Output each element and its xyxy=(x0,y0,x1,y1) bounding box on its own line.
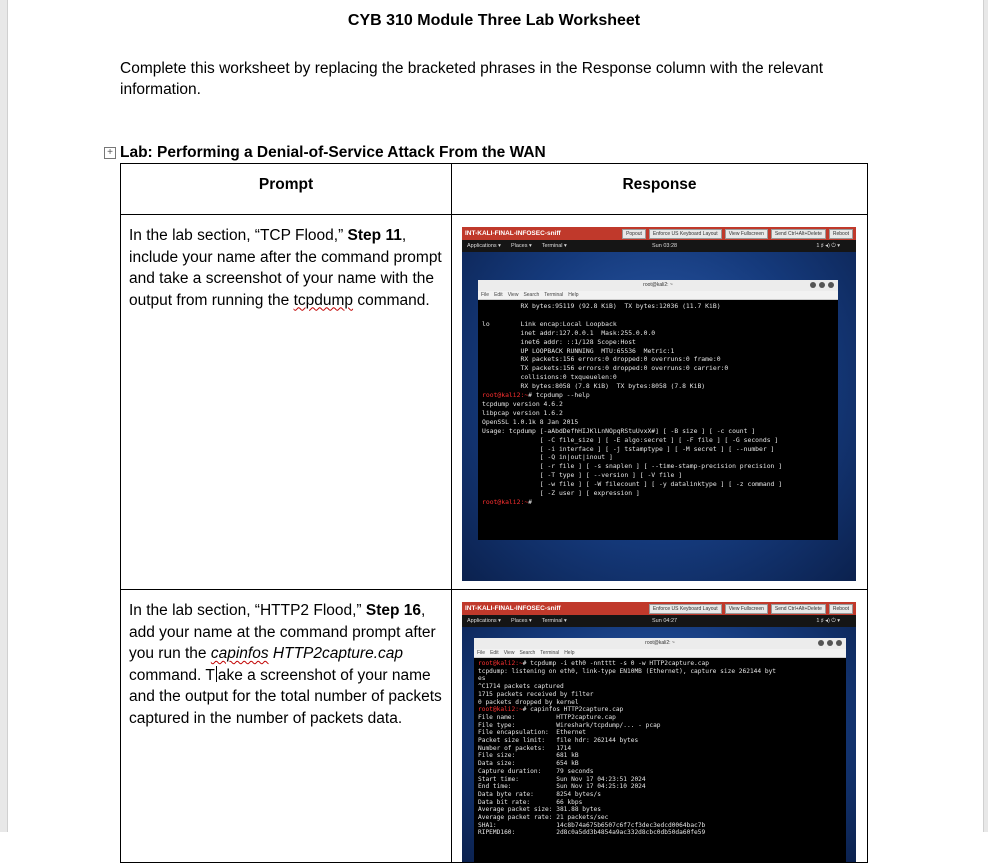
gnome-top-bar xyxy=(462,615,856,627)
shell-command: # tcpdump -i eth0 -nntttt -s 0 -w HTTP2capture.cap xyxy=(522,660,709,667)
close-icon xyxy=(828,282,834,288)
step-number: Step 16 xyxy=(365,602,422,619)
vm-buttons xyxy=(622,229,853,239)
command-name: capinfos xyxy=(210,645,269,662)
reboot-button: Reboot xyxy=(829,229,853,239)
menu-edit: Edit xyxy=(490,650,499,656)
terminal-title-bar xyxy=(474,638,846,649)
table-row xyxy=(121,215,868,590)
lab-heading: Lab: Performing a Denial-of-Service Attack From the WAN xyxy=(120,144,546,161)
prompt-text-part: , include your name after the command prompt and take a screenshot of your name with the output from running the xyxy=(129,227,442,309)
fullscreen-button: View Fullscreen xyxy=(725,229,768,239)
command-name: tcpdump xyxy=(293,291,354,309)
shell-command: # xyxy=(528,497,533,506)
header-prompt-cell[interactable] xyxy=(121,164,452,215)
shell-prompt: root@kali2:~ xyxy=(482,497,529,506)
shell-command: # tcpdump --help xyxy=(528,391,590,400)
menu-search: Search xyxy=(519,650,536,656)
page-right-edge xyxy=(983,0,988,832)
page-left-edge xyxy=(0,0,8,832)
lab-table xyxy=(120,163,868,863)
table-row xyxy=(121,590,868,863)
prompt-text-part: In the lab section, “TCP Flood,” xyxy=(129,227,348,244)
shell-prompt: root@kali2:~ xyxy=(478,706,523,714)
maximize-icon xyxy=(827,640,833,646)
close-icon xyxy=(836,640,842,646)
system-tray: 1 ♯ ◂) ⏻ ▾ xyxy=(816,618,840,624)
header-prompt: Prompt xyxy=(258,176,314,193)
intro-paragraph: Complete this worksheet by replacing the bracketed phrases in the Response column with the relevant information. xyxy=(120,60,824,98)
vm-title-bar xyxy=(462,602,856,615)
window-controls xyxy=(810,282,834,288)
popout-button: Popout xyxy=(622,229,646,239)
vm-title-bar xyxy=(462,227,856,240)
prompt-text-part: In the lab section, “HTTP2 Flood,” xyxy=(129,602,366,619)
menu-help: Help xyxy=(564,650,575,656)
header-response: Response xyxy=(622,176,697,193)
minimize-icon xyxy=(810,282,816,288)
terminal-text: File name: HTTP2capture.cap File type: Wireshark/tcpdump/... - pcap File encapsulation: Ethernet Packet size limit: file hdr: 262144 bytes Number of packets: 1714 File size: 681 kB Data size: 654 kB Capture duration: 79 seconds Start time: Sun Nov 17 04:23:51 2024 End time: Sun Nov 17 04:25:10 2024 Data byte rate: 8254 bytes/s Data bit rate: 66 kbps Average packet size: 381.88 bytes Average packet rate: 21 packets/sec SHA1: 14c8b74a675b6507c6f7cf3dec3edcd0064bac7b RIPEMD160: 2d8c0a5dd3b4854a9ac332d8cbc0db50da60fe59 xyxy=(478,713,706,837)
menu-file: File xyxy=(481,292,490,298)
table-move-handle-icon[interactable]: + xyxy=(104,147,116,159)
table-header-row xyxy=(121,164,868,215)
prompt-text-part: ake a screenshot of your name and the output for the total number of packets captured in the number of packets data. xyxy=(129,666,442,727)
shell-prompt: root@kali2:~ xyxy=(482,391,529,400)
document-title: CYB 310 Module Three Lab Worksheet xyxy=(347,12,641,29)
prompt-text-http2-flood xyxy=(121,590,451,729)
keyboard-layout-button: Enforce US Keyboard Layout xyxy=(649,229,722,239)
prompt-text-tcp-flood xyxy=(121,215,451,311)
shell-command: # capinfos HTTP2capture.cap xyxy=(522,706,624,714)
menu-file: File xyxy=(477,650,486,656)
capture-file-name: HTTP2capture.cap xyxy=(272,645,403,662)
terminal-text: tcpdump version 4.6.2 libpcap version 1.6.2 OpenSSL 1.0.1k 8 Jan 2015 Usage: tcpdump [-aAbdDefhHIJKlLnNOpqRStuUvxX#] [ -B size ] [ -c count ] [ -C file_size ] [ -E algo:secret ] [ -F file ] [ -G seconds ] [ -i interface ] [ -j tstamptype ] [ -M secret ] [ --number ] [ -Q in|out|inout ] [ -r file ] [ -s snaplen ] [ --time-stamp-precision precision ] [ -T type ] [ --version ] [ -V file ] [ -w file ] [ -W filecount ] [ -y datalinktype ] [ -z command ] [ -Z user ] [ expression ] xyxy=(482,399,783,498)
maximize-icon xyxy=(819,282,825,288)
step-number: Step 11 xyxy=(347,227,402,244)
prompt-cell-http2-flood[interactable] xyxy=(121,590,452,863)
text-cursor xyxy=(216,666,217,682)
fullscreen-button: View Fullscreen xyxy=(725,604,768,614)
gnome-top-bar xyxy=(462,240,856,252)
vm-buttons xyxy=(649,604,853,614)
reboot-button: Reboot xyxy=(829,604,853,614)
terminal-title-bar xyxy=(478,280,838,291)
vm-title: INT-KALI-FINAL-INFOSEC-sniff xyxy=(465,230,561,237)
terminal-menubar xyxy=(478,291,838,300)
header-response-cell[interactable] xyxy=(452,164,868,215)
clock: Sun 04:27 xyxy=(652,618,678,624)
places-menu: Places ▾ xyxy=(510,618,532,624)
prompt-text-part: , add your name at the command prompt after you run the xyxy=(129,602,436,662)
prompt-text-part: command. xyxy=(353,291,430,309)
terminal-text: tcpdump: listening on eth0, link-type EN10MB (Ethernet), capture size 262144 byt es ^C1714 packets captured 1715 packets received by filter 0 packets dropped by kernel xyxy=(478,667,777,706)
places-menu: Places ▾ xyxy=(510,243,532,249)
applications-menu: Applications ▾ xyxy=(467,243,501,249)
menu-terminal: Terminal xyxy=(544,292,564,298)
prompt-cell-tcp-flood[interactable] xyxy=(121,215,452,590)
ctrl-alt-delete-button: Send Ctrl+Alt+Delete xyxy=(771,229,826,239)
minimize-icon xyxy=(818,640,824,646)
applications-menu: Applications ▾ xyxy=(467,618,501,624)
menu-view: View xyxy=(503,650,515,656)
terminal-text: RX bytes:95119 (92.8 KiB) TX bytes:12036 (11.7 KiB) lo Link encap:Local Loopback inet addr:127.0.0.1 Mask:255.0.0.0 inet6 addr: ::1/128 Scope:Host UP LOOPBACK RUNNING MTU:65536 Metric:1 RX packets:156 errors:0 dropped:0 overruns:0 frame:0 TX packets:156 errors:0 dropped:0 overruns:0 carrier:0 collisions:0 txqueuelen:0 RX bytes:8058 (7.8 KiB) TX bytes:8058 (7.8 KiB) xyxy=(482,302,729,391)
response-cell-tcp-flood[interactable] xyxy=(452,215,868,590)
terminal-menubar xyxy=(474,649,846,658)
terminal-window xyxy=(478,280,838,540)
screenshot-tcpdump xyxy=(462,227,856,581)
keyboard-layout-button: Enforce US Keyboard Layout xyxy=(649,604,722,614)
terminal-menu: Terminal ▾ xyxy=(541,243,567,249)
terminal-menu: Terminal ▾ xyxy=(541,618,567,624)
response-cell-http2-flood[interactable] xyxy=(452,590,868,863)
menu-terminal: Terminal xyxy=(540,650,560,656)
terminal-output xyxy=(478,300,838,509)
screenshot-capinfos xyxy=(462,602,856,862)
menu-edit: Edit xyxy=(494,292,503,298)
vm-title: INT-KALI-FINAL-INFOSEC-sniff xyxy=(465,605,561,612)
clock: Sun 03:28 xyxy=(652,243,678,249)
ctrl-alt-delete-button: Send Ctrl+Alt+Delete xyxy=(771,604,826,614)
menu-view: View xyxy=(507,292,519,298)
shell-prompt: root@kali2:~ xyxy=(478,660,523,667)
terminal-title: root@kali2: ~ xyxy=(645,640,675,646)
terminal-output xyxy=(474,658,846,839)
prompt-text-part: command. T xyxy=(129,666,215,684)
menu-help: Help xyxy=(568,292,579,298)
window-controls xyxy=(818,640,842,646)
menu-search: Search xyxy=(523,292,540,298)
terminal-window xyxy=(474,638,846,862)
terminal-title: root@kali2: ~ xyxy=(643,282,673,288)
system-tray: 1 ♯ ◂) ⏻ ▾ xyxy=(816,243,840,249)
